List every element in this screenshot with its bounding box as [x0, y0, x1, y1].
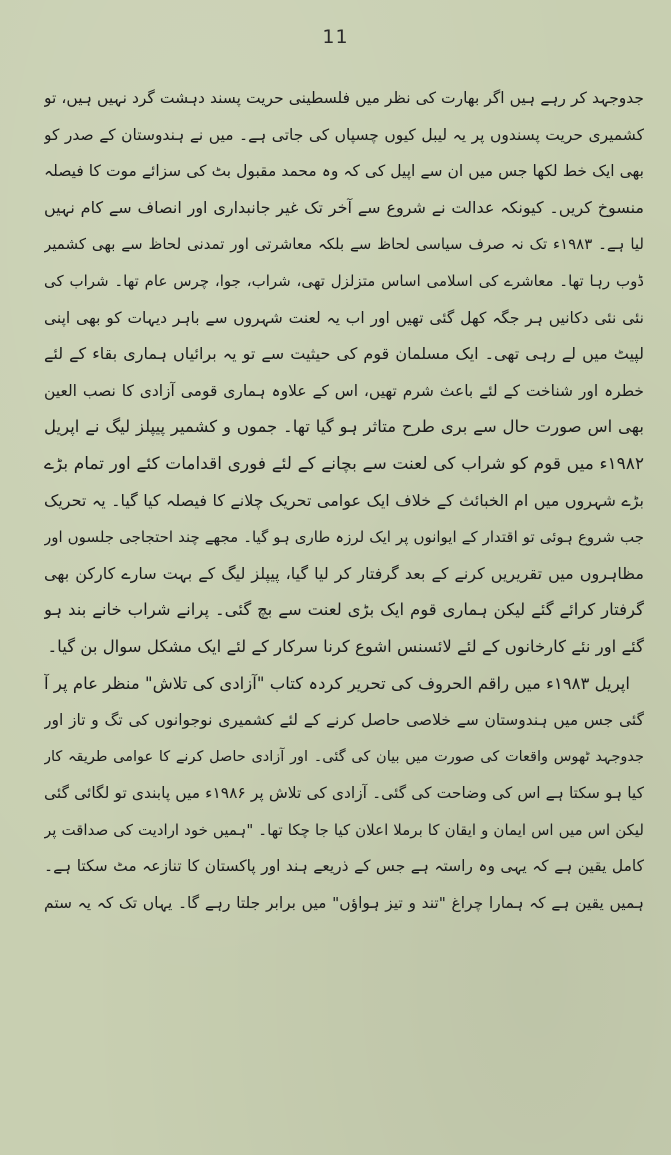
text-line: ڈوب رہا تھا۔ معاشرے کی اسلامی اساس متزلزل تھی، شراب، جوا، چرس عام تھا۔ شراب کی — [44, 271, 644, 290]
text-line: لیکن اس میں اس ایمان و ایقان کا برملا اعلان کیا جا چکا تھا۔ "ہمیں خود ارادیت کی صداقت پر — [44, 820, 644, 839]
text-line: جدوجہد ٹھوس واقعات کی صورت میں بیان کی گئی۔ اور آزادی حاصل کرنے کا عوامی طریقہ کار — [44, 748, 644, 765]
text-line: منسوخ کریں۔ کیونکہ عدالت نے شروع سے آخر تک غیر جانبداری اور انصاف سے کام نہیں — [44, 197, 644, 217]
text-line: ہمیں یقین ہے کہ ہمارا چراغ "تند و تیز ہواؤں" میں برابر جلتا رہے گا۔ یہاں تک کہ یہ ستم — [44, 894, 644, 913]
text-line: بھی اس صورت حال سے بری طرح متاثر ہو گیا تھا۔ جموں و کشمیر پیپلز لیگ نے اپریل — [44, 417, 644, 437]
text-line: کیا ہو سکتا ہے اس کی وضاحت کی گئی۔ آزادی کی تلاش پر ۱۹۸۶ء میں پابندی تو لگائی گئی — [44, 784, 644, 803]
text-line: جب شروع ہوئی تو اقتدار کے ایوانوں پر ایک لرزہ طاری ہو گیا۔ مجھے چند احتجاجی جلسوں اور — [44, 528, 644, 547]
text-line: نئی نئی دکانیں ہر جگہ کھل گئی تھیں اور اب یہ لعنت شہروں سے باہر دیہات کو بھی اپنی — [44, 308, 644, 327]
text-line: بھی ایک خط لکھا جس میں ان سے اپیل کی کہ وہ محمد مقبول بٹ کی سزائے موت کا فیصلہ — [44, 162, 644, 181]
text-line: مظاہروں میں تقریریں کرنے کے بعد گرفتار کر لیا گیا، پیپلز لیگ کے بہت سارے کارکن بھی — [44, 563, 644, 583]
text-line: ۱۹۸۲ء میں قوم کو شراب کی لعنت سے بچانے کے لئے فوری اقدامات کئے اور تمام بڑے — [44, 453, 644, 474]
text-line: کشمیری حریت پسندوں پر یہ لیبل کیوں چسپاں کی جاتی ہے۔ میں نے ہندوستان کے صدر کو — [44, 125, 644, 144]
text-line: گئے اور نئے کارخانوں کے لئے لائسنس اشوع کرنا سرکار کے لئے ایک مشکل سوال بن گیا۔ — [47, 636, 644, 656]
text-line: لپیٹ میں لے رہی تھی۔ ایک مسلمان قوم کی حیثیت سے تو یہ برائیاں ہماری بقاء کے لئے — [44, 344, 644, 364]
text-line: کامل یقین ہے کہ یہی وہ راستہ ہے جس کے ذریعے ہند اور پاکستان کا تنازعہ مٹ سکتا ہے۔ — [44, 857, 644, 876]
text-line: اپریل ۱۹۸۳ء میں راقم الحروف کی تحریر کردہ کتاب "آزادی کی تلاش" منظر عام پر آ — [44, 673, 630, 693]
text-line: گئی جس میں ہندوستان سے خلاصی حاصل کرنے کے لئے کشمیری نوجوانوں کی تگ و تاز اور — [44, 711, 644, 730]
paragraph-2 — [44, 666, 644, 922]
text-line: جدوجہد کر رہے ہیں اگر بھارت کی نظر میں فلسطینی حریت پسند دہشت گرد نہیں ہیں، تو — [44, 89, 644, 107]
text-line: بڑے شہروں میں ام الخبائث کے خلاف ایک عوامی تحریک چلانے کا فیصلہ کیا گیا۔ یہ تحریک — [44, 490, 644, 510]
body-text — [44, 80, 644, 922]
paragraph-1 — [44, 80, 644, 666]
text-line: گرفتار کرائے گئے لیکن ہماری قوم ایک بڑی لعنت سے بچ گئی۔ پرانے شراب خانے بند ہو — [44, 600, 644, 620]
page-number: 11 — [322, 26, 349, 48]
text-line: لیا ہے۔ ۱۹۸۳ء تک نہ صرف سیاسی لحاظ سے بلکہ معاشرتی اور تمدنی لحاظ سے بھی کشمیر — [44, 235, 644, 254]
text-line: خطرہ اور شناخت کے لئے باعث شرم تھیں، اس کے علاوہ ہماری قومی آزادی کا نصب العین — [44, 381, 644, 400]
